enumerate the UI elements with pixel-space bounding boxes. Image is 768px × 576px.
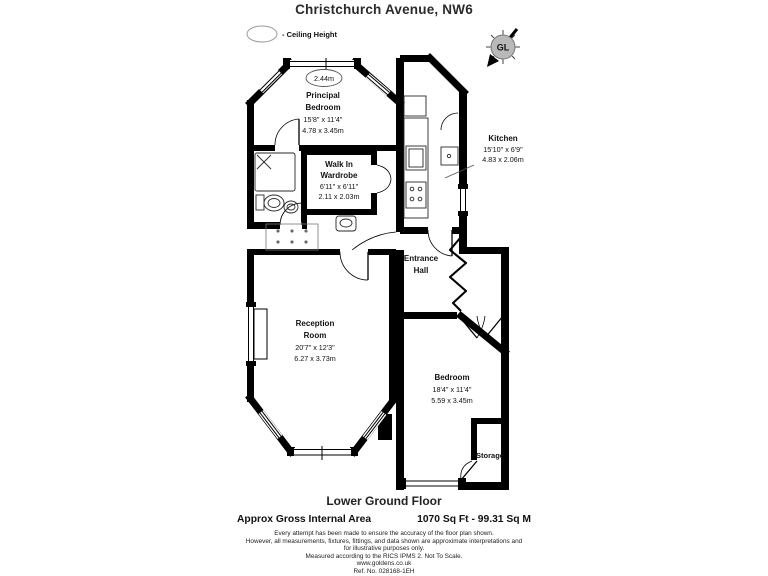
area-value: 1070 Sq Ft - 99.31 Sq M — [417, 514, 531, 525]
svg-text:Reception: Reception — [295, 319, 335, 328]
svg-text:Room: Room — [303, 331, 327, 340]
principal-bedroom-label — [302, 91, 344, 135]
svg-text:20'7" x 12'3": 20'7" x 12'3" — [295, 343, 335, 352]
floor-name: Lower Ground Floor — [326, 494, 442, 508]
svg-text:Hall: Hall — [413, 266, 429, 275]
toilet-fixture — [256, 195, 284, 211]
disclaimer-line: Every attempt has been made to ensure the accuracy of the floor plan shown. — [274, 530, 494, 537]
svg-text:4.78 x 3.45m: 4.78 x 3.45m — [302, 126, 344, 135]
disclaimer-line: However, all measurements, fixtures, fittings, and data shown are approximate interpretations and — [245, 537, 523, 545]
svg-text:6.27 x 3.73m: 6.27 x 3.73m — [294, 354, 336, 363]
kitchen-units — [404, 96, 458, 218]
bedroom-label — [431, 373, 473, 405]
basin-fixture — [284, 201, 298, 213]
ceiling-height-legend — [247, 26, 338, 42]
page-title: Christchurch Avenue, NW6 — [295, 2, 473, 17]
svg-text:Wardrobe: Wardrobe — [320, 171, 358, 180]
svg-text:5.59 x 3.45m: 5.59 x 3.45m — [431, 396, 473, 405]
reference-number: Ref. No. 028168-1EH — [353, 567, 415, 575]
kitchen-label — [445, 134, 524, 178]
svg-text:Walk In: Walk In — [325, 160, 353, 169]
disclaimer-block — [0, 530, 768, 576]
svg-text:Bedroom: Bedroom — [434, 373, 470, 382]
compass-label: GL — [496, 42, 510, 53]
ceiling-height-badge — [306, 70, 342, 87]
svg-text:15'8" x 11'4": 15'8" x 11'4" — [303, 115, 343, 124]
walk-in-wardrobe-label — [318, 160, 359, 201]
svg-text:6'11" x 6'11": 6'11" x 6'11" — [319, 182, 359, 191]
ceiling-height-value: 2.44m — [314, 74, 334, 83]
windows — [246, 58, 468, 489]
svg-text:15'10" x 6'9": 15'10" x 6'9" — [483, 145, 523, 154]
disclaimer-line: Measured according to the RICS IPMS 2. Not To Scale. — [305, 552, 463, 560]
ceiling-height-legend-label: - Ceiling Height — [282, 30, 337, 39]
svg-text:Principal: Principal — [306, 91, 340, 100]
storage-label: Storage — [476, 451, 504, 460]
svg-text:4.83 x 2.06m: 4.83 x 2.06m — [482, 155, 524, 164]
svg-text:18'4" x 11'4": 18'4" x 11'4" — [432, 385, 472, 394]
compass-icon — [486, 29, 520, 67]
entrance-hall-label — [404, 254, 439, 275]
area-label: Approx Gross Internal Area — [237, 514, 372, 525]
shower-fixture — [255, 153, 295, 191]
website-url: www.goldens.co.uk — [356, 560, 412, 568]
vanity-basin-fixture — [336, 216, 356, 231]
reception-room-label — [294, 319, 336, 363]
svg-text:Bedroom: Bedroom — [305, 103, 341, 112]
svg-text:2.11 x 2.03m: 2.11 x 2.03m — [318, 192, 360, 201]
disclaimer-line: for illustrative purposes only. — [343, 545, 425, 553]
svg-text:Kitchen: Kitchen — [488, 134, 518, 143]
gross-internal-area — [0, 514, 768, 525]
svg-text:Entrance: Entrance — [403, 254, 439, 263]
